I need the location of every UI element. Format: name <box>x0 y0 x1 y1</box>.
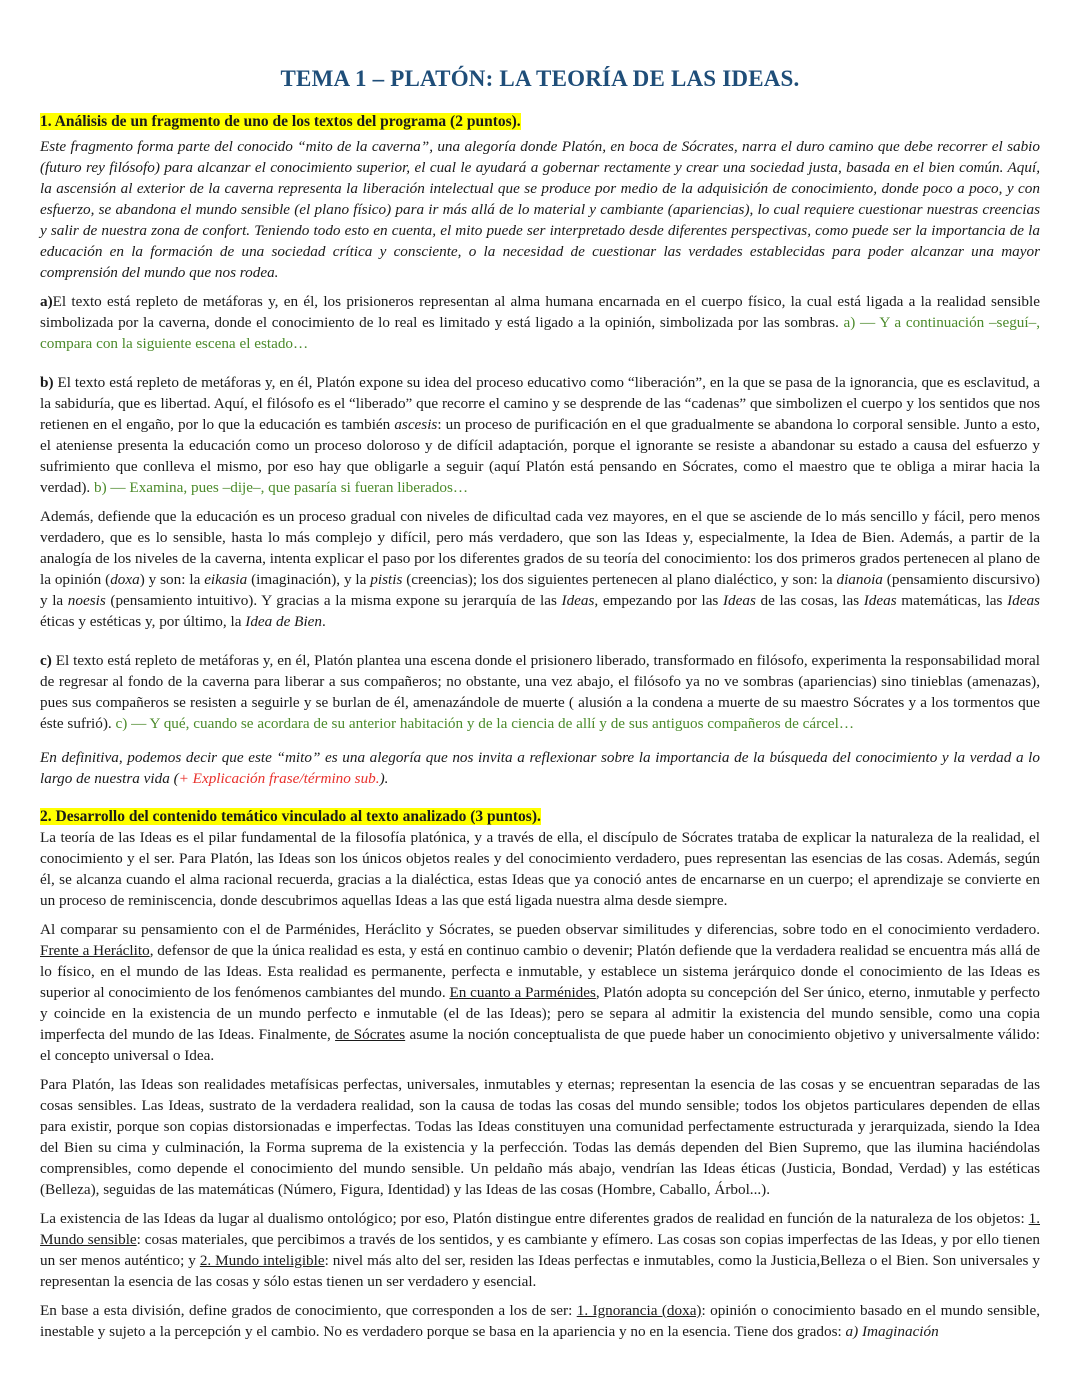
paragraph-a-text: El texto está repleto de metáforas y, en él, los prisioneros representan al alma humana encarnada en el cuerpo físico, la cual está ligada a la realidad sensible simbolizada por la caverna, donde el conocimiento de lo real es limitado y está ligado a la opinión, simbolizada por las sombras. <box>40 293 1040 331</box>
p5-imaginacion: a) Imaginación <box>845 1323 939 1340</box>
ademas-t1: Además, defiende que la educación es un proceso gradual con niveles de dificultad cada vez mayores, en el que se asciende de lo más sencillo y fácil, pero menos verdadero, que es lo sensible, hasta lo más complejo y difícil, pero más verdadero, que son las Ideas y, especialmente, la Idea de Bien. Además, a partir de la analogía de los niveles de la caverna, intenta explicar el paso por los diferentes grados de su teoría del conocimiento: los dos primeros grados pertenecen al plano de la opinión ( <box>40 508 1040 588</box>
paragraph-c <box>40 650 1040 734</box>
p4-t3: : nivel más alto del ser, residen las Ideas perfectas e inmutables, como la Justicia,Belleza o el Bien. Son universales y representan la esencia de las cosas y sólo estas tienen un ser verdadero y esencial. <box>40 1252 1040 1290</box>
paragraph-b <box>40 372 1040 498</box>
term-pistis: pistis <box>370 571 403 588</box>
term-dianoia: dianoia <box>836 571 883 588</box>
intro-paragraph: Este fragmento forma parte del conocido “mito de la caverna”, una alegoría donde Platón, en boca de Sócrates, narra el duro camino que debe recorrer el sabio (futuro rey filósofo) para alcanzar el conocimiento superior, el cual le ayudará a gobernar rectamente y crear una sociedad justa, basada en el bien común. Aquí, la ascensión al exterior de la caverna representa la liberación intelectual que se produce por medio de la adquisición de conocimiento, donde poco a poco, y con esfuerzo, se abandona el mundo sensible (el plano físico) para ir más allá de lo material y cambiante (apariencias), lo cual requiere cuestionar nuestras creencias y salir de nuestra zona de confort. Teniendo todo esto en cuenta, el mito puede ser interpretado desde diferentes perspectivas, como puede ser la importancia de la educación en la formación de una sociedad crítica y consciente, o la necesidad de cuestionar las verdades establecidas para poder alcanzar una mayor comprensión del mundo que nos rodea. <box>40 138 1040 281</box>
conclusion-note: + Explicación frase/término sub. <box>178 770 380 787</box>
p5-ignorancia: 1. Ignorancia (doxa) <box>576 1302 702 1319</box>
p4-t2: : cosas materiales, que percibimos a través de los sentidos, y es cambiante y efímero. Las cosas son copias imperfectas de las Ideas, y por ello tienen un ser menos auténtico; y <box>40 1231 1040 1269</box>
quote-a: a) — Y a continuación –seguí–, compara con la siguiente escena el estado… <box>40 314 1040 352</box>
conclusion-end: ). <box>379 770 389 787</box>
section-2-paragraph-2 <box>40 919 1040 1066</box>
ademas-t7: , empezando por las <box>594 592 723 609</box>
section-2-heading-text: 2. Desarrollo del contenido temático vinculado al texto analizado (3 puntos). <box>40 808 541 825</box>
ademas-t10: éticas y estéticas y, por último, la <box>40 613 246 630</box>
paragraph-b-text-1: El texto está repleto de metáforas y, en él, Platón expone su idea del proceso educativo como “liberación”, en la que se pasa de la ignorancia, que es esclavitud, a la sabiduría, que es libertad. Aquí, el filósofo es el “liberado” que recorre el camino y se desprende de las “cadenas” que simbolizen el cuerpo y los sentidos que nos retienen en el engaño, por lo que la educación es también <box>40 374 1040 433</box>
paragraph-a <box>40 291 1040 354</box>
paragraph-c-label: c) <box>40 652 52 669</box>
ademas-t5: (pensamiento discursivo) y la <box>40 571 1040 609</box>
ademas-t4: (creencias); los dos siguientes pertenecen al plano dialéctico, y son: la <box>402 571 837 588</box>
section-1-heading <box>40 112 1040 132</box>
section-1-heading-text: 1. Análisis de un fragmento de uno de los textos del programa (2 puntos). <box>40 113 521 130</box>
paragraph-a-label: a) <box>40 293 53 310</box>
ademas-t9: matemáticas, las <box>896 592 1008 609</box>
p4-t1: La existencia de las Ideas da lugar al dualismo ontológico; por eso, Platón distingue entre diferentes grados de realidad en función de la naturaleza de los objetos: <box>40 1210 1029 1227</box>
p4-mundo-sensible: 1. Mundo sensible <box>40 1210 1040 1248</box>
section-2-paragraph-4 <box>40 1208 1040 1292</box>
quote-b: b) — Examina, pues –dije–, que pasaría si fueran liberados… <box>93 479 469 496</box>
p4-mundo-inteligible: 2. Mundo inteligible <box>199 1252 325 1269</box>
p2-heraclito: Frente a Heráclito <box>40 942 150 959</box>
paragraph-c-text: El texto está repleto de metáforas y, en él, Platón plantea una escena donde el prisionero liberado, transformado en filósofo, experimenta la responsabilidad moral de regresar al fondo de la caverna para liberar a sus compañeros; no obstante, una vez abajo, el filósofo ya no ve sombras (apariencias) sino tinieblas (amenazas), pues sus compañeros se resisten a seguirle y se burlan de él, amenazándole de muerte ( alusión a la condena a muerte de su maestro Sócrates y a los tormentos que éste sufrió). <box>40 652 1040 732</box>
term-ascesis: ascesis <box>394 416 438 433</box>
ademas-t11: . <box>322 613 326 630</box>
section-2-paragraph-1: La teoría de las Ideas es el pilar fundamental de la filosofía platónica, y a través de ella, el discípulo de Sócrates trataba de explicar la naturaleza de la realidad, el conocimiento y el ser. Para Platón, las Ideas son los únicos objetos reales y del conocimiento verdadero, pues representan las esencias de las cosas. Además, según él, se alcanza cuando el alma racional recuerda, gracias a la dialéctica, estas Ideas que ya conoció antes de encarnarse en un cuerpo; el aprendizaje se convierte en un proceso de reminiscencia, donde descubrimos aquellas Ideas a las que está ligada nuestra alma desde siempre. <box>40 829 1040 909</box>
paragraph-b-label: b) <box>40 374 54 391</box>
term-ideas: Ideas <box>722 592 756 609</box>
term-eikasia: eikasia <box>204 571 248 588</box>
p5-t2: : opinión o conocimiento basado en el mundo sensible, inestable y sujeto a la percepción y el cambio. No es verdadero porque se basa en la apariencia y no en la esencia. Tiene dos grados: <box>40 1302 1040 1340</box>
conclusion-paragraph <box>40 747 1040 789</box>
p2-socrates: de Sócrates <box>335 1026 406 1043</box>
p2-t3: , Platón adopta su concepción del Ser único, eterno, inmutable y perfecto y coincide en la existencia de un mundo perfecto e inmutable (el de las Ideas); pero se separa al admitir la existencia del mundo sensible, como una copia imperfecta del mundo de las Ideas. Finalmente, <box>40 984 1041 1043</box>
term-ideas: Ideas <box>561 592 595 609</box>
quote-c: c) — Y qué, cuando se acordara de su anterior habitación y de la ciencia de allí y de sus antiguos compañeros de cárcel… <box>115 715 855 732</box>
ademas-t3: (imaginación), y la <box>247 571 371 588</box>
term-ideas: Ideas <box>863 592 897 609</box>
section-2-heading <box>40 807 1040 827</box>
p2-t1: Al comparar su pensamiento con el de Parménides, Heráclito y Sócrates, se pueden observar similitudes y diferencias, sobre todo en el conocimiento verdadero. <box>40 921 1040 938</box>
ademas-t2: ) y son: la <box>139 571 205 588</box>
ademas-t6: (pensamiento intuitivo). Y gracias a la misma expone su jerarquía de las <box>105 592 562 609</box>
p2-parmenides: En cuanto a Parménides <box>449 984 596 1001</box>
p2-t2: , defensor de que la única realidad es esta, y está en continuo cambio o devenir; Platón defiende que la verdadera realidad se encuentra más allá de lo físico, en el mundo de las Ideas. Esta realidad es permanente, perfecta e inmutable, y establece un sistema jerárquico donde el conocimiento de las Ideas es superior al conocimiento de los fenómenos cambiantes del mundo. <box>40 942 1040 1001</box>
term-doxa: doxa <box>110 571 140 588</box>
page-title: TEMA 1 – PLATÓN: LA TEORÍA DE LAS IDEAS. <box>280 66 800 91</box>
ademas-t8: de las cosas, las <box>755 592 864 609</box>
section-2-paragraph-3: Para Platón, las Ideas son realidades metafísicas perfectas, universales, inmutables y eternas; representan la esencia de las cosas y se encuentran separadas de las cosas sensibles. Las Ideas, sustrato de la verdadera realidad, son la causa de todas las cosas del mundo sensible; todos los objetos particulares dependen de ellas para existir, porque son copias distorsionadas e imperfectas. Todas las Ideas constituyen una comunidad perfectamente estructurada y jerarquizada, siendo la Idea del Bien su cima y culminación, la Forma suprema de la existencia y la perfección. Todas las demás dependen del Bien Supremo, que las ilumina haciéndolas comprensibles, como depende el conocimiento del mundo sensible. Un peldaño más abajo, vendrían las Ideas éticas (Justicia, Bondad, Verdad) y las estéticas (Belleza), seguidas de las matemáticas (Número, Figura, Identidad) y las Ideas de las cosas (Hombre, Caballo, Árbol...). <box>40 1076 1040 1198</box>
conclusion-text: En definitiva, podemos decir que este “mito” es una alegoría que nos invita a reflexionar sobre la importancia de la búsqueda del conocimiento y la verdad a lo largo de nuestra vida ( <box>40 749 1040 787</box>
p2-t4: asume la noción conceptualista de que puede haber un conocimiento objetivo y universalmente válido: el concepto universal o Idea. <box>40 1026 1040 1064</box>
paragraph-b-text-2: : un proceso de purificación en el que gradualmente se abandona lo corporal sensible. Junto a esto, el ateniense presenta la educación como un proceso doloroso y de difícil adaptación, porque el ignorante se resiste a abandonar su estado a causa del esfuerzo y sufrimiento que conlleva el mismo, por eso hay que obligarle a seguir (aquí Platón está pensando en Sócrates, como el maestro que te obliga a mirar hacia la verdad). <box>40 416 1040 496</box>
term-noesis: noesis <box>67 592 106 609</box>
term-ideas: Ideas <box>1007 592 1040 609</box>
p5-t1: En base a esta división, define grados de conocimiento, que corresponden a los de ser: <box>40 1302 577 1319</box>
section-2-paragraph-5 <box>40 1300 1040 1342</box>
paragraph-ademas <box>40 506 1040 632</box>
term-idea-de-bien: Idea de Bien <box>245 613 323 630</box>
